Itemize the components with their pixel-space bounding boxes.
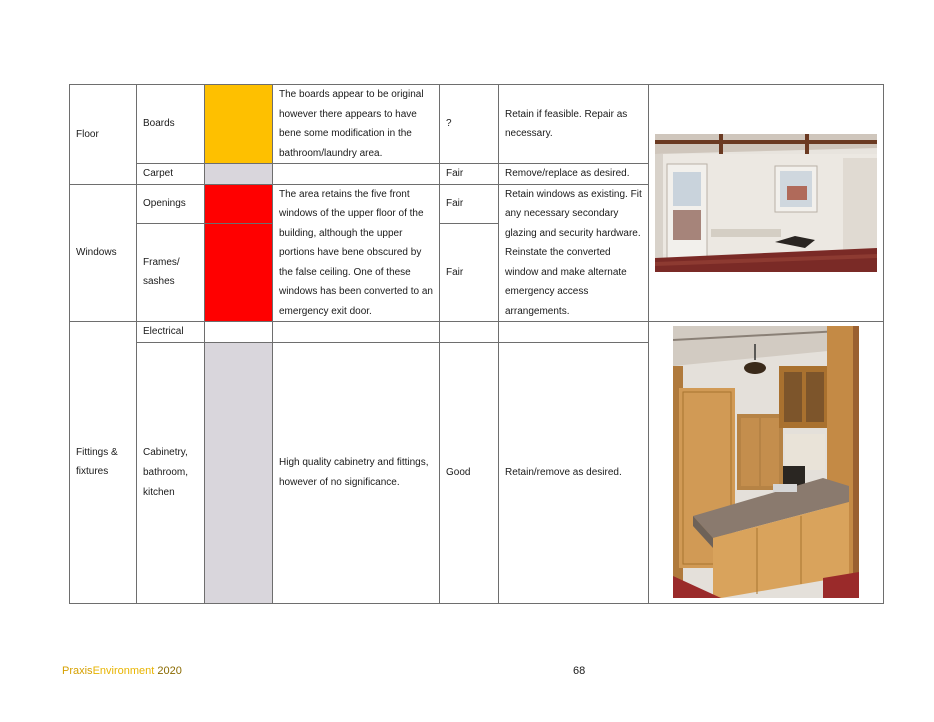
footer-brand-part2: Environment xyxy=(92,665,155,677)
condition-table xyxy=(69,84,884,604)
element-windows: Windows xyxy=(70,184,137,322)
rating-boards: ? xyxy=(440,85,499,164)
footer-year: 2020 xyxy=(157,665,182,677)
condition-swatch-cabinetry xyxy=(205,342,273,603)
rating-openings: Fair xyxy=(440,184,499,223)
item-electrical: Electrical xyxy=(137,322,205,343)
recommendation-windows: Retain windows as existing. Fit any necessary secondary glazing and security hardware. Reinstate the converted window and make alternate emergency access arrangements. xyxy=(499,184,649,322)
item-openings: Openings xyxy=(137,184,205,223)
comment-carpet xyxy=(273,164,440,185)
rating-carpet: Fair xyxy=(440,164,499,185)
recommendation-carpet: Remove/replace as desired. xyxy=(499,164,649,185)
comment-windows: The area retains the five front windows of the upper floor of the building, although the upper portions have bene obscured by the false ceiling. One of these windows has been converted to an emergency exit door. xyxy=(273,184,440,322)
condition-swatch-openings xyxy=(205,184,273,223)
recommendation-boards: Retain if feasible. Repair as necessary. xyxy=(499,85,649,164)
rating-cabinetry: Good xyxy=(440,342,499,603)
recommendation-electrical xyxy=(499,322,649,343)
element-fittings: Fittings & fixtures xyxy=(70,322,137,604)
condition-swatch-frames xyxy=(205,223,273,321)
photo-cell-fittings xyxy=(649,322,884,604)
condition-swatch-electrical xyxy=(205,322,273,343)
item-frames: Frames/ sashes xyxy=(137,223,205,321)
condition-swatch-carpet xyxy=(205,164,273,185)
photo-cell-floor-windows xyxy=(649,85,884,322)
item-cabinetry: Cabinetry, bathroom, kitchen xyxy=(137,342,205,603)
footer-brand xyxy=(62,665,182,677)
item-carpet: Carpet xyxy=(137,164,205,185)
kitchen-photo xyxy=(673,326,859,598)
comment-electrical xyxy=(273,322,440,343)
footer-brand-part1: Praxis xyxy=(62,665,93,677)
rating-electrical xyxy=(440,322,499,343)
item-boards: Boards xyxy=(137,85,205,164)
condition-swatch-boards xyxy=(205,85,273,164)
rating-frames: Fair xyxy=(440,223,499,321)
element-floor: Floor xyxy=(70,85,137,185)
page-number: 68 xyxy=(573,665,586,677)
recommendation-cabinetry: Retain/remove as desired. xyxy=(499,342,649,603)
comment-boards: The boards appear to be original however there appears to have bene some modification in the bathroom/laundry area. xyxy=(273,85,440,164)
room-interior-photo xyxy=(655,134,877,272)
comment-cabinetry: High quality cabinetry and fittings, however of no significance. xyxy=(273,342,440,603)
